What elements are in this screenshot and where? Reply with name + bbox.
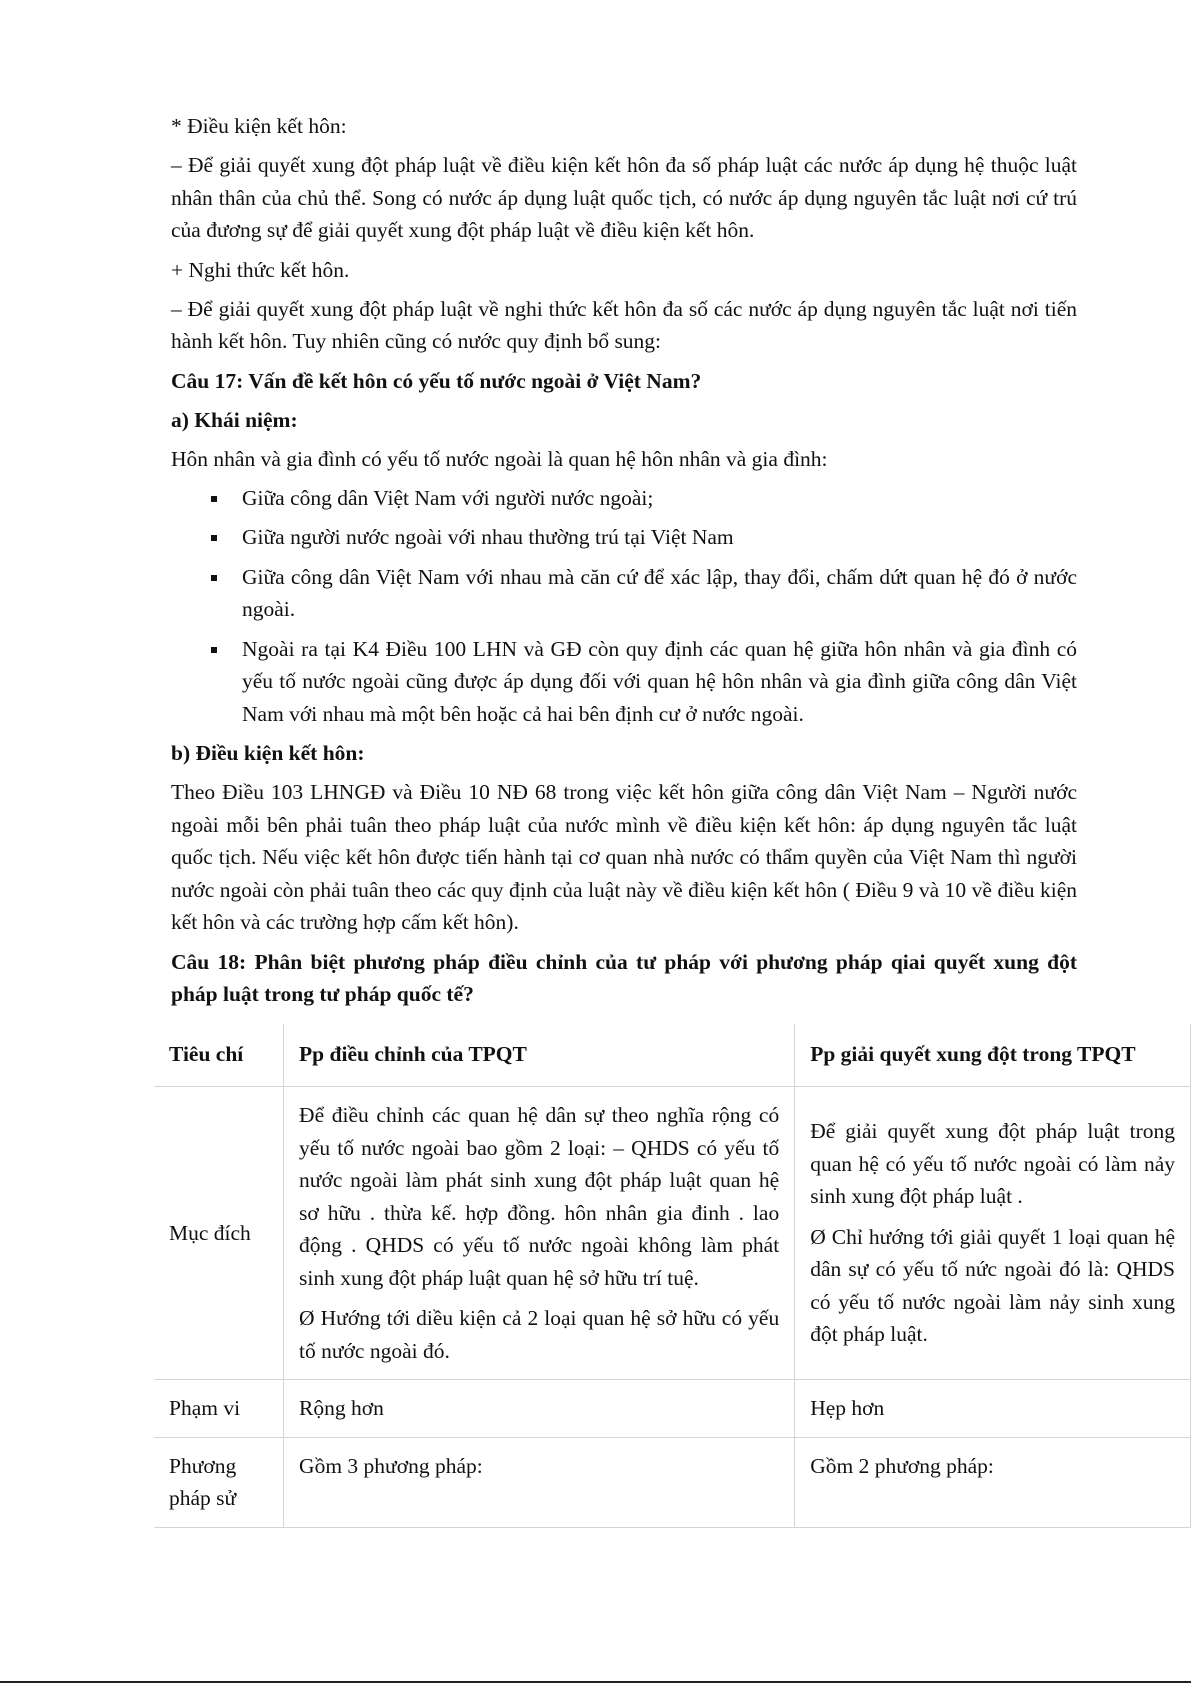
- table-header-cell: Tiêu chí: [154, 1024, 284, 1087]
- marriage-conditions-title: * Điều kiện kết hôn:: [171, 114, 347, 138]
- cell-paragraph: Để điều chỉnh các quan hệ dân sự theo nghĩa rộng có yếu tố nước ngoài bao gồm 2 loại: – QHDS có yếu tố nước ngoài làm phát sinh xung đột pháp luật quan hệ sơ hữu . thừa kế. hợp đồng. hôn nhân gia đinh . lao động . QHDS có yếu tố nước ngoài không làm phát sinh xung đột pháp luật quan hệ sở hữu trí tuệ.: [299, 1103, 780, 1290]
- table-cell: Rộng hơn: [284, 1380, 795, 1438]
- bullet-icon: [211, 647, 217, 653]
- bullet-icon: [211, 496, 217, 502]
- bullet-icon: [211, 575, 217, 581]
- list-item: [171, 521, 1077, 554]
- bullet-icon: [211, 535, 217, 541]
- paragraph-conflict-conditions: – Để giải quyết xung đột pháp luật về điều kiện kết hôn đa số pháp luật các nước áp dụng hệ thuộc luật nhân thân của chủ thể. Song có nước áp dụng luật quốc tịch, có nước áp dụng nguyên tắc luật nơi cứ trú của đương sự để giải quyết xung đột pháp luật về điều kiện kết hôn.: [171, 153, 1077, 242]
- list-item: [171, 561, 1077, 626]
- table-cell: Gồm 3 phương pháp:: [284, 1437, 795, 1527]
- question-17-heading: Câu 17: Vấn đề kết hôn có yếu tố nước ngoài ở Việt Nam?: [171, 368, 702, 393]
- table-cell: Gồm 2 phương pháp:: [795, 1437, 1191, 1527]
- table-row: [154, 1437, 1191, 1527]
- table-cell-criterion: Phương pháp sử: [154, 1437, 284, 1527]
- list-item-text: Giữa công dân Việt Nam với người nước ngoài;: [242, 485, 654, 510]
- list-item: [171, 633, 1077, 731]
- table-header-cell: Pp giải quyết xung đột trong TPQT: [795, 1024, 1191, 1087]
- table-header-row: [154, 1024, 1191, 1087]
- paragraph-conflict-ceremony: – Để giải quyết xung đột pháp luật về nghi thức kết hôn đa số các nước áp dụng nguyên tắc luật nơi tiến hành kết hôn. Tuy nhiên cũng có nước quy định bổ sung:: [171, 296, 1077, 353]
- table-header-cell: Pp điều chỉnh của TPQT: [284, 1024, 795, 1087]
- definition-bullet-list: [171, 482, 1077, 731]
- cell-paragraph: Ø Hướng tới diều kiện cả 2 loại quan hệ sở hữu có yếu tố nước ngoài đó.: [299, 1306, 780, 1363]
- list-item: [171, 482, 1077, 515]
- marriage-conditions-text: Theo Điều 103 LHNGĐ và Điều 10 NĐ 68 trong việc kết hôn giữa công dân Việt Nam – Người nước ngoài mỗi bên phải tuân theo pháp luật của nước mình về điều kiện kết hôn: áp dụng nguyên tắc luật quốc tịch. Nếu việc kết hôn được tiến hành tại cơ quan nhà nước có thẩm quyền của Việt Nam thì người nước ngoài còn phải tuân theo các quy định của luật này về điều kiện kết hôn ( Điều 9 và 10 về điều kiện kết hôn và các trường hợp cấm kết hôn).: [171, 780, 1077, 934]
- list-item-text: Giữa người nước ngoài với nhau thường trú tại Việt Nam: [242, 525, 734, 549]
- marriage-conditions-subheading: b) Điều kiện kết hôn:: [171, 741, 365, 765]
- table-cell-criterion: Mục đích: [154, 1087, 284, 1380]
- list-item-text: Giữa công dân Việt Nam với nhau mà căn cứ để xác lập, thay đổi, chấm dứt quan hệ đó ở nước ngoài.: [242, 564, 1077, 621]
- concept-subheading: a) Khái niệm:: [171, 407, 298, 432]
- comparison-table: [154, 1024, 1191, 1528]
- table-cell: [795, 1087, 1191, 1380]
- cell-paragraph: Ø Chỉ hướng tới giải quyết 1 loại quan hệ dân sự có yếu tố nức ngoài đó là: QHDS có yếu tố nước ngoài làm nảy sinh xung đột pháp luật.: [810, 1224, 1175, 1347]
- table-row: [154, 1380, 1191, 1438]
- definition-text: Hôn nhân và gia đình có yếu tố nước ngoài là quan hệ hôn nhân và gia đình:: [171, 446, 828, 471]
- table-cell: Hẹp hơn: [795, 1380, 1191, 1438]
- table-row: [154, 1087, 1191, 1380]
- document-body: [171, 110, 1077, 1017]
- table-cell-criterion: Phạm vi: [154, 1380, 284, 1438]
- cell-paragraph: Để giải quyết xung đột pháp luật trong quan hệ có yếu tố nước ngoài có làm nảy sinh xung đột pháp luật .: [810, 1119, 1175, 1209]
- table-cell: [284, 1087, 795, 1380]
- page-bottom-rule: [0, 1681, 1191, 1683]
- ceremony-title: + Nghi thức kết hôn.: [171, 257, 350, 282]
- question-18-heading: Câu 18: Phân biệt phương pháp điều chỉnh của tư pháp với phương pháp qiai quyết xung đột pháp luật trong tư pháp quốc tế?: [171, 949, 1077, 1006]
- list-item-text: Ngoài ra tại K4 Điều 100 LHN và GĐ còn quy định các quan hệ giữa hôn nhân và gia đình có yếu tố nước ngoài cũng được áp dụng đối với quan hệ hôn nhân và gia đình giữa công dân Việt Nam với nhau mà một bên hoặc cả hai bên định cư ở nước ngoài.: [242, 636, 1077, 726]
